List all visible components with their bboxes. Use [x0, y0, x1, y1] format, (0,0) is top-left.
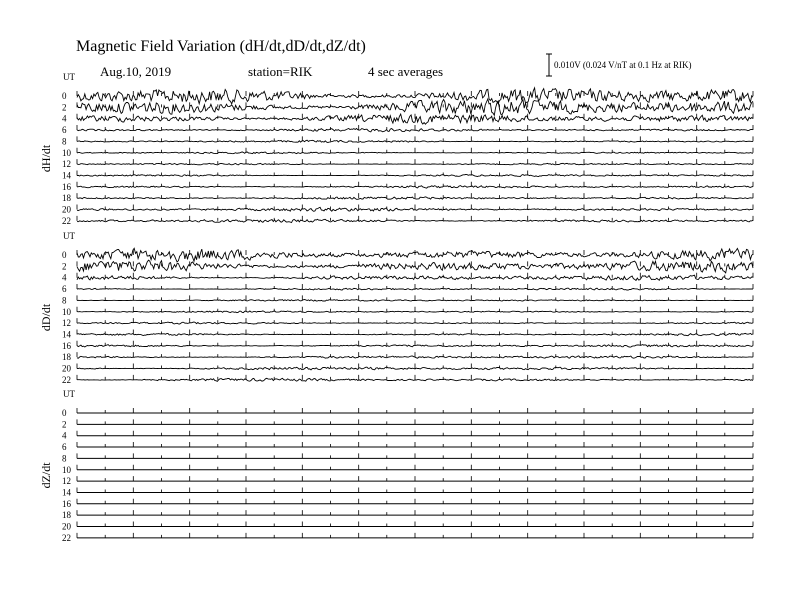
time-ticks: [77, 522, 753, 527]
hour-tick-label: 2: [62, 419, 67, 430]
hour-tick-label: 14: [62, 487, 71, 498]
hour-tick-label: 16: [62, 498, 71, 509]
time-ticks: [77, 419, 753, 424]
ut-label: UT: [63, 231, 75, 241]
hour-tick-label: 4: [62, 272, 67, 283]
hour-tick-label: 0: [62, 408, 67, 418]
hour-tick-label: 8: [62, 295, 67, 306]
dh-dt-axis-label: dH/dt: [39, 144, 53, 173]
chart-title: Magnetic Field Variation (dH/dt,dD/dt,dZ/dt): [76, 38, 366, 55]
hour-tick-label: 2: [62, 261, 67, 272]
time-ticks: [77, 408, 753, 413]
hour-tick-label: 4: [62, 430, 67, 441]
dz-dt-axis-label: dZ/dt: [39, 462, 53, 489]
series-trace: [77, 345, 753, 348]
hour-tick-label: 22: [62, 374, 71, 385]
hour-tick-label: 6: [62, 284, 67, 295]
hour-tick-label: 4: [62, 113, 67, 124]
hour-tick-label: 0: [62, 250, 67, 260]
hour-tick-label: 16: [62, 340, 71, 351]
hour-tick-label: 2: [62, 102, 67, 113]
time-ticks: [77, 499, 753, 504]
hour-tick-label: 18: [62, 352, 71, 363]
hour-tick-label: 6: [62, 442, 67, 453]
hour-tick-label: 12: [62, 476, 71, 487]
hour-tick-label: 22: [62, 532, 71, 543]
hour-tick-label: 14: [62, 170, 71, 181]
series-trace: [77, 311, 753, 313]
hour-tick-label: 22: [62, 215, 71, 226]
ut-label: UT: [63, 72, 75, 82]
time-ticks: [77, 284, 753, 289]
time-ticks: [77, 442, 753, 447]
hour-tick-label: 0: [62, 91, 67, 101]
time-ticks: [77, 510, 753, 515]
time-ticks: [77, 295, 753, 300]
time-ticks: [77, 375, 753, 380]
time-ticks: [77, 453, 753, 458]
hour-tick-label: 8: [62, 453, 67, 464]
hour-tick-label: 20: [62, 521, 71, 532]
hour-tick-label: 18: [62, 193, 71, 204]
time-ticks: [77, 159, 753, 164]
hour-tick-label: 14: [62, 329, 71, 340]
dd-dt-axis-label: dD/dt: [39, 303, 53, 332]
time-ticks: [77, 91, 753, 96]
hour-tick-label: 16: [62, 181, 71, 192]
hour-tick-label: 12: [62, 159, 71, 170]
hour-tick-label: 10: [62, 464, 71, 475]
hour-tick-label: 12: [62, 318, 71, 329]
time-ticks: [77, 352, 753, 357]
time-ticks: [77, 465, 753, 470]
series-trace: [77, 322, 753, 324]
hour-tick-label: 10: [62, 147, 71, 158]
time-ticks: [77, 170, 753, 175]
hour-tick-label: 8: [62, 136, 67, 147]
scale-label: 0.010V (0.024 V/nT at 0.1 Hz at RIK): [554, 60, 692, 70]
time-ticks: [77, 533, 753, 538]
hour-tick-label: 18: [62, 510, 71, 521]
time-ticks: [77, 431, 753, 436]
time-ticks: [77, 487, 753, 492]
time-ticks: [77, 476, 753, 481]
ut-label: UT: [63, 389, 75, 399]
series-trace: [77, 186, 753, 189]
date-label: Aug.10, 2019: [100, 64, 172, 79]
hour-tick-label: 20: [62, 363, 71, 374]
hour-tick-label: 10: [62, 306, 71, 317]
hour-tick-label: 6: [62, 125, 67, 136]
time-ticks: [77, 364, 753, 369]
hour-tick-label: 20: [62, 204, 71, 215]
averaging-label: 4 sec averages: [368, 64, 444, 79]
series-trace: [77, 275, 753, 280]
time-ticks: [77, 307, 753, 312]
station-label: station=RIK: [248, 64, 313, 79]
